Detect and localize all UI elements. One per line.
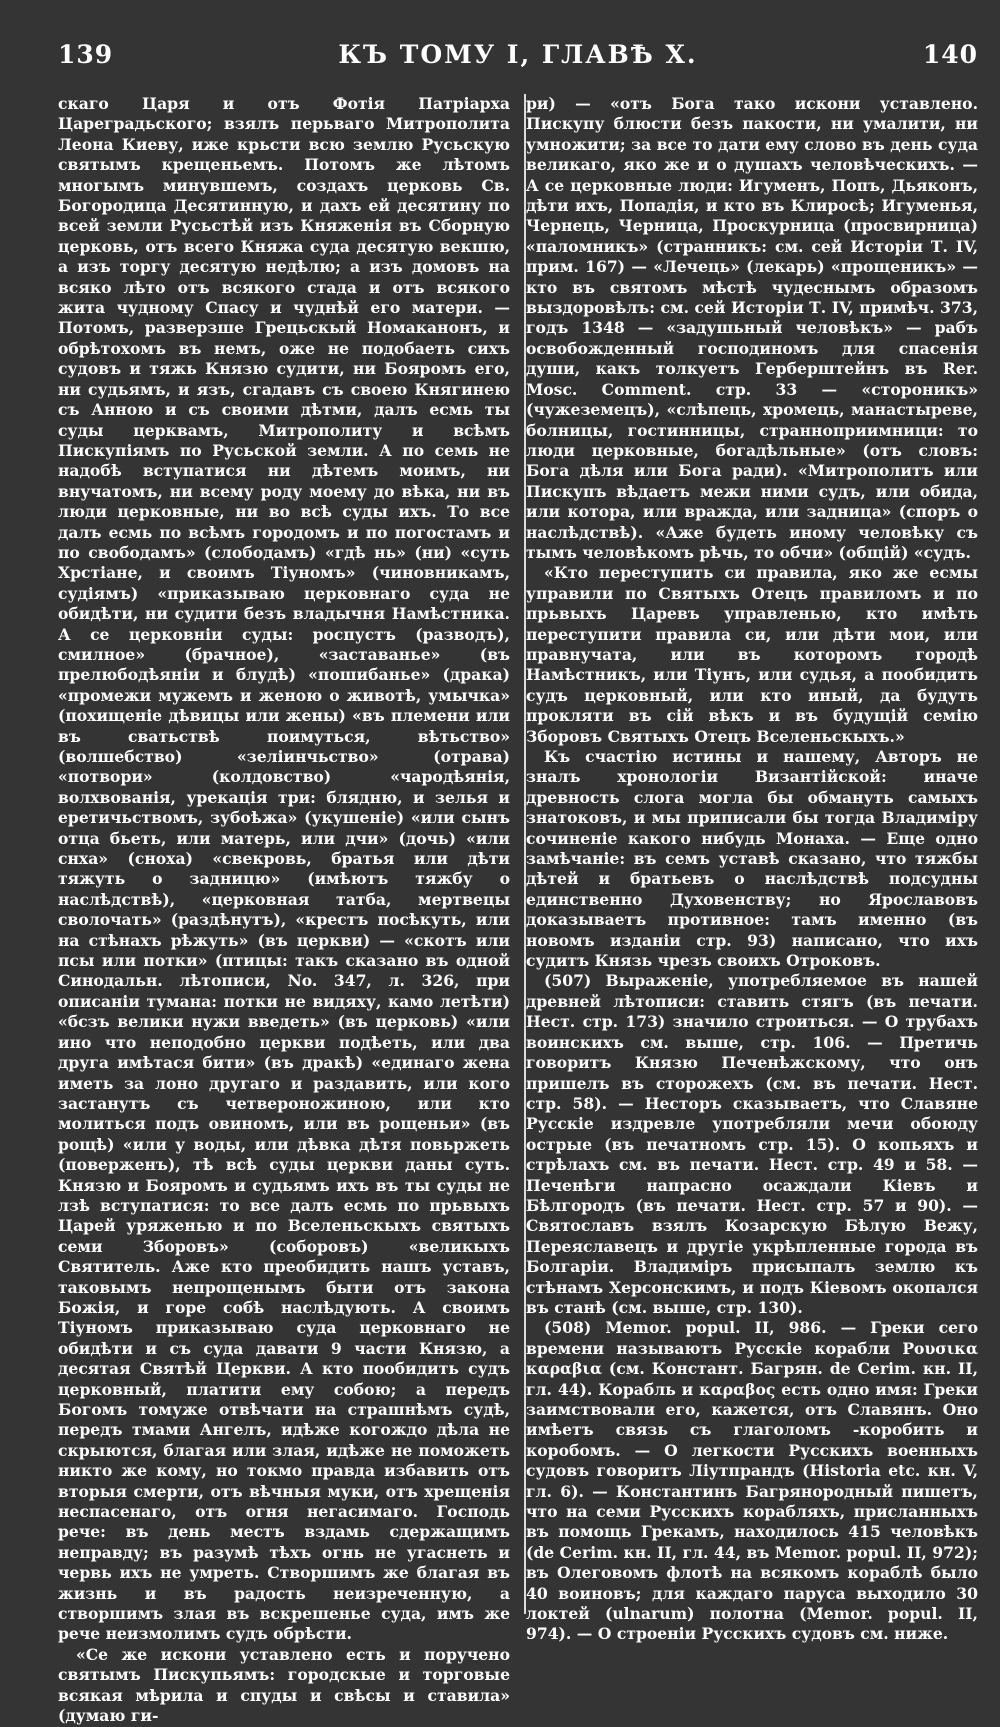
left-paragraph-1: скаго Царя и отъ Фотія Патріарха Цареградьского; взялъ перьваго Митрополита Леона Киеву, иже крьсти всю землю Русьскую святымъ крещеньемъ. Потомъ же лѣтомъ многымъ минувшемъ, создахъ церковь Св. Богородица Десятинную, и дахъ ей десятину по всей земли Русьстѣй изъ Княженія въ Сборную церковь, отъ всего Княжа суда десятую векшю, а изъ торгу десятую недѣлю; а изъ домовъ на всяко лѣто отъ всякого стада и отъ всякого жита чудному Спасу и чуднѣй его матери. — Потомъ, разверзше Грецьскый Номаканонъ, и обрѣтохомъ въ немъ, оже не подобаеть сихъ судовъ и тяжь Князю судити, ни Бояромъ его, ни судьямъ, и язъ, сгадавъ съ своею Княгинею съ Анною и съ своими дѣтми, далъ есмь ты суды церквамъ, Митрополиту и всѣмъ Пискупіямъ по Русьской земли. А по семь не надобѣ вступатися ни дѣтемъ моимъ, ни внучатомъ, ни всему роду моему до вѣка, ни въ люди церковные, ни во всѣ суды ихъ. То все далъ есмь по всѣмъ городомъ и по погостамъ и по свободамъ» (слободамъ) «гдѣ нь» (ни) «суть Хрстіане, и своимъ Тіуномъ» (чиновникамъ, судіямъ) «приказываю церковнаго суда не обидѣти, ни судити безъ владычня Намѣстника. А се церковніи суды: роспустъ (разводъ), смилное» (брачное), «заставанье» (въ прелюбодѣяніи и блудѣ) «пошибанье» (драка) «промежи мужемъ и женою о животѣ, умычка» (похищеніе дѣвицы или жены) «въ племени или въ сватьствѣ поимуться, вѣтьство» (волшебство) «зеліинчьство» (отрава) «потвори» (колдовство) «чародѣянія, волхвованія, урекація три: блядню, и зелья и еретичьствомъ, зубоѣжа» (укушеніе) «или сынъ отца бьеть, или матерь, или дчи» (дочь) «или снха» (сноха) «свекровь, братья или дѣти тяжуть о задницю» (имѣютъ тяжбу о наслѣдствѣ), «церковная татба, мертвецы сволочать» (раздѣнутъ), «крестъ посѣкуть, или на стѣнахъ рѣжуть» (въ церкви) — «скотъ или псы или потки» (птицы: такъ сказано въ одной Синодальн. лѣтописи, No. 347, л. 326, при описаніи тумана: потки не видяху, камо летѣти) «бсзъ велики нужи введеть» (въ церковь) «или ино что неподобно церкви подѣеть, или два друга имѣтася бити» (въ дракѣ) «единаго жена иметь за лоно другаго и раздавить, или кого застанутъ съ четвероножиною, или кто молиться подъ овиномъ, или въ рощеньи» (въ рощѣ) «или у воды, или дѣвка дѣтя повьржеть (поверженъ), тѣ всѣ суды церкви даны суть. Князю и Бояромъ и судьямъ ихъ въ ты суды не лзѣ вступатися: то все далъ есмь по прьвыхъ Царей уряженью и по Вселеньскыхъ святыхъ семи Зборовъ» (соборовъ) «великыхъ Святитель. Аже кто преобидить нашъ уставъ, таковымъ непрощенымъ быти отъ закона Божія, и горе собѣ наслѣдують. А своимъ Тіуномъ приказываю суда церковнаго не обидѣти и съ суда давати 9 части Князю, а десятая Святѣй Церкви. А кто пообидить судъ церковный, платити ему собою; а передъ Богомъ томуже отвѣчати на страшнѣмъ судѣ, передъ тмами Ангелъ, идѣже когождо дѣла не скрыются, благая или злая, идѣже не поможеть никто же кому, но токмо правда избавить отъ вторыя смерти, отъ вѣчныя муки, отъ хрещенія неспасенаго, отъ огня негасимаго. Господь рече: въ день местъ вздамь сдержащимъ неправду; въ разумѣ тѣхъ огнь не угаснеть и червь ихъ не умреть. Створшимъ же благая въ жизнь и въ радость неизреченную, а створшимъ злая въ вскрешенье суда, имъ же рече неизмолимъ судъ обрѣсти.	[58, 94, 510, 1644]
right-paragraph-3: Къ счастію истины и нашему, Авторъ не зналъ хронологіи Византійской: иначе древность слога могла бы обмануть самыхъ знатоковъ, и мы приписали бы тогда Владиміру сочиненіе какого нибудь Монаха. — Еще одно замѣчаніе: въ семъ уставѣ сказано, что тяжбы дѣтей и братьевъ о наслѣдствѣ подсудны единственно Духовенству; но Ярославовъ доказываетъ противное: тамъ именно (въ новомъ изданіи стр. 93) написано, что ихъ судитъ Князь чрезъ своихъ Отроковъ.	[526, 747, 978, 971]
page-header	[58, 40, 978, 80]
left-column	[58, 94, 516, 1726]
page-number-left: 139	[58, 40, 114, 69]
footnote-507: (507) Выраженіе, употребляемое въ нашей древней лѣтописи: ставить стягъ (въ печати. Нест. стр. 173) значило строиться. — О трубахъ воинскихъ см. выше, стр. 106. — Претичь говоритъ Князю Печенѣжскому, что онъ пришелъ въ сторожехъ (см. въ печати. Нест. стр. 58). — Несторъ сказываетъ, что Славяне Русскіе издревле употребляли мечи обоюду острые (въ печатномъ стр. 15). О копьяхъ и стрѣлахъ см. въ печати. Нест. стр. 49 и 58. — Печенѣги напрасно осаждали Кіевъ и Бѣлгородъ (въ печати. Нест. стр. 57 и 90). — Святославъ взялъ Козарскую Бѣлую Вежу, Переяславецъ и другіе укрѣпленные города въ Болгаріи. Владиміръ присыпалъ землю къ стѣнамъ Херсонскимъ, и подъ Кіевомъ окопался въ станѣ (см. выше, стр. 130).	[526, 971, 978, 1317]
right-paragraph-1: ри) — «отъ Бога тако искони уставлено. Пискупу блюсти безъ пакости, ни умалити, ни умножити; за все то дати ему слово въ день суда великаго, яко же и о душахъ человѣческихъ. — А се церковные люди: Игуменъ, Попъ, Дьяконъ, дѣти ихъ, Попадія, и кто въ Клиросѣ; Игуменья, Чернець, Черница, Проскурница (просвирница) «паломникъ» (странникъ: см. сей Исторіи Т. IV, прим. 167) — «Лечець» (лекарь) «прощеникъ» — кто въ святомъ мѣстѣ чудеснымъ образомъ выздоровѣлъ: см. сей Исторіи Т. IV, примѣч. 373, годъ 1348 — «задушьный человѣкъ» — рабъ освобожденный господиномъ для спасенія души, какъ толкуетъ Герберштейнъ въ Rer. Mosc. Comment. стр. 33 — «стороникъ» (чужеземецъ), «слѣпець, хромець, манастыреве, болницы, гостинницы, странноприимници: то люди церковные, богадѣльные» (отъ словъ: Бога дѣля или Бога ради). «Митрополитъ или Пискупъ вѣдаетъ межи ними судъ, или обида, или котора, или вражда, или задница» (споръ о наслѣдствѣ). «Аже будеть иному человѣку съ тымъ человѣкомъ рѣчь, то обчи» (общій) «судъ.	[526, 94, 978, 562]
text-columns	[58, 94, 978, 1726]
column-divider	[524, 94, 526, 1614]
right-paragraph-2: «Кто переступить си правила, яко же есмы управили по Святыхъ Отецъ правиломъ и по прьвыхъ Царевъ управленью, кто имѣть переступити правила си, или дѣти мои, или правнучата, или въ которомъ городѣ Намѣстникъ, или Тіунъ, или судья, а пообидить судъ церковный, или кто иный, да будуть прокляти въ сій вѣкъ и въ будущій семію Зборовъ Святыхъ Отецъ Вселеньскыхъ.»	[526, 563, 978, 746]
running-title: КЪ ТОМУ I, ГЛАВѢ X.	[338, 40, 698, 69]
page-number-right: 140	[922, 40, 978, 69]
left-paragraph-2: «Се же искони уставлено есть и поручено святымъ Пискупьямъ: городскые и торговые всякая мѣрила и спуды и свѣсы и ставила» (думаю ги-	[58, 1644, 510, 1726]
footnote-508: (508) Memor. popul. II, 986. — Греки сего времени называютъ Русскіе корабли Ρουσικα καραβια (см. Констант. Багрян. de Cerim. кн. II, гл. 44). Корабль и καραβος есть одно имя: Греки заимствовали его, кажется, отъ Славянъ. Оно имѣетъ связь съ глаголомъ -коробить и коробомъ. — О легкости Русскихъ военныхъ судовъ говоритъ Ліутпрандъ (Historia etc. кн. V, гл. 6). — Константинъ Багрянородный пишетъ, что на семи Русскихъ корабляхъ, присланныхъ въ помощь Грекамъ, находилось 415 человѣкъ (de Cerim. кн. II, гл. 44, въ Memor. popul. II, 972); въ Олеговомъ флотѣ на всякомъ кораблѣ было 40 воиновъ; для каждаго паруса выходило 30 локтей (ulnarum) полотна (Memor. popul. II, 974). — О строеніи Русскихъ судовъ см. ниже.	[526, 1318, 978, 1644]
right-column	[522, 94, 978, 1644]
